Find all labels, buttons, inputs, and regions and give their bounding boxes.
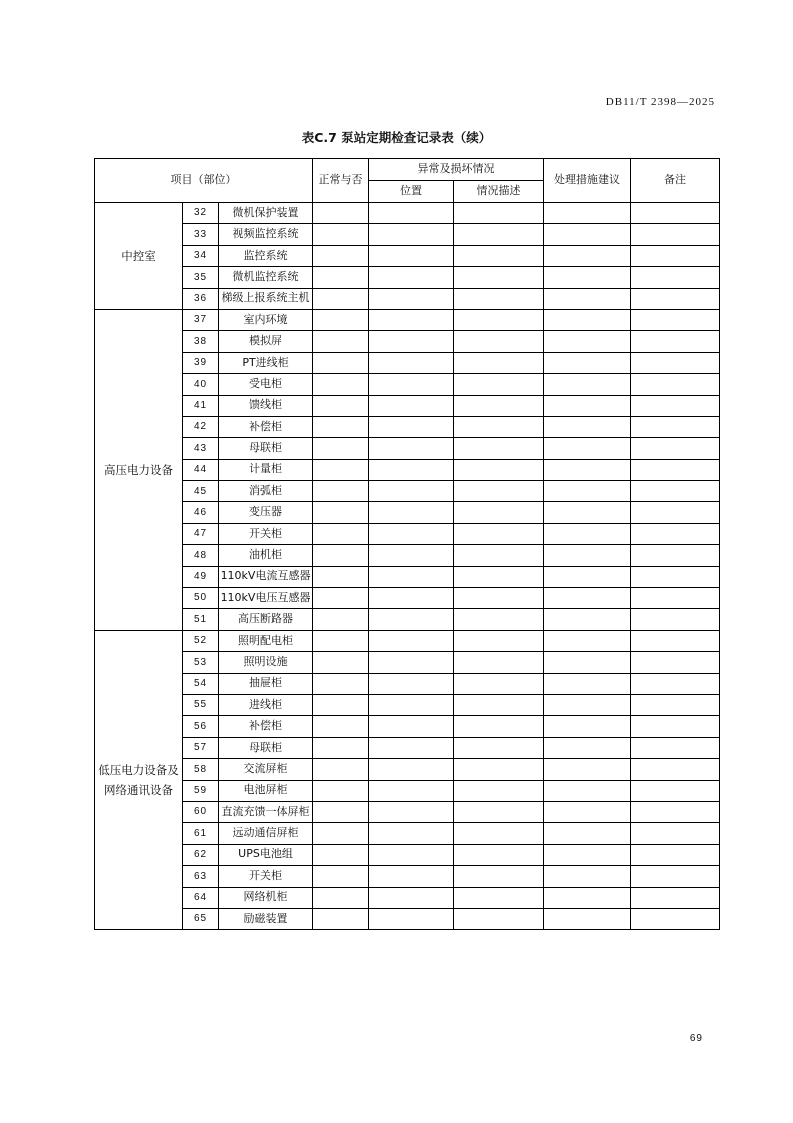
normal-cell[interactable] (313, 866, 369, 887)
row-item: 进线柜 (219, 694, 313, 715)
row-number: 58 (183, 759, 219, 780)
remarks-cell[interactable] (631, 652, 720, 673)
row-number: 57 (183, 737, 219, 758)
description-cell[interactable] (454, 866, 544, 887)
row-item: 室内环境 (219, 309, 313, 330)
table-row (95, 374, 720, 395)
position-cell[interactable] (369, 523, 454, 544)
row-number: 36 (183, 288, 219, 309)
measures-cell[interactable] (544, 224, 631, 245)
remarks-cell[interactable] (631, 481, 720, 502)
description-cell[interactable] (454, 652, 544, 673)
table-row (95, 694, 720, 715)
normal-cell[interactable] (313, 630, 369, 651)
row-number: 61 (183, 823, 219, 844)
row-number: 38 (183, 331, 219, 352)
row-item: 视频监控系统 (219, 224, 313, 245)
table-row (95, 459, 720, 480)
remarks-cell[interactable] (631, 716, 720, 737)
position-cell[interactable] (369, 545, 454, 566)
remarks-cell[interactable] (631, 288, 720, 309)
description-cell[interactable] (454, 716, 544, 737)
normal-cell[interactable] (313, 694, 369, 715)
description-cell[interactable] (454, 694, 544, 715)
table-row (95, 844, 720, 865)
row-item: 高压断路器 (219, 609, 313, 630)
remarks-cell[interactable] (631, 908, 720, 929)
row-number: 46 (183, 502, 219, 523)
row-item: 补偿柜 (219, 416, 313, 437)
row-item: 照明设施 (219, 652, 313, 673)
normal-cell[interactable] (313, 395, 369, 416)
table-row (95, 823, 720, 844)
measures-cell[interactable] (544, 502, 631, 523)
remarks-cell[interactable] (631, 395, 720, 416)
header-normal: 正常与否 (313, 159, 369, 203)
normal-cell[interactable] (313, 908, 369, 929)
measures-cell[interactable] (544, 395, 631, 416)
description-cell[interactable] (454, 823, 544, 844)
row-number: 42 (183, 416, 219, 437)
row-item: 消弧柜 (219, 481, 313, 502)
description-cell[interactable] (454, 588, 544, 609)
row-item: UPS电池组 (219, 844, 313, 865)
row-number: 39 (183, 352, 219, 373)
normal-cell[interactable] (313, 203, 369, 224)
normal-cell[interactable] (313, 780, 369, 801)
row-number: 54 (183, 673, 219, 694)
measures-cell[interactable] (544, 481, 631, 502)
normal-cell[interactable] (313, 652, 369, 673)
measures-cell[interactable] (544, 630, 631, 651)
measures-cell[interactable] (544, 737, 631, 758)
row-number: 37 (183, 309, 219, 330)
row-number: 43 (183, 438, 219, 459)
row-number: 65 (183, 908, 219, 929)
group-label: 低压电力设备及网络通讯设备 (95, 630, 183, 929)
position-cell[interactable] (369, 502, 454, 523)
table-row (95, 203, 720, 224)
description-cell[interactable] (454, 309, 544, 330)
table-row (95, 224, 720, 245)
description-cell[interactable] (454, 759, 544, 780)
description-cell[interactable] (454, 609, 544, 630)
remarks-cell[interactable] (631, 780, 720, 801)
row-number: 45 (183, 481, 219, 502)
row-number: 56 (183, 716, 219, 737)
description-cell[interactable] (454, 908, 544, 929)
row-item: 微机监控系统 (219, 267, 313, 288)
measures-cell[interactable] (544, 716, 631, 737)
row-number: 64 (183, 887, 219, 908)
measures-cell[interactable] (544, 566, 631, 587)
position-cell[interactable] (369, 566, 454, 587)
table-row (95, 887, 720, 908)
measures-cell[interactable] (544, 245, 631, 266)
row-item: 电池屏柜 (219, 780, 313, 801)
measures-cell[interactable] (544, 652, 631, 673)
remarks-cell[interactable] (631, 866, 720, 887)
measures-cell[interactable] (544, 203, 631, 224)
description-cell[interactable] (454, 780, 544, 801)
position-cell[interactable] (369, 759, 454, 780)
position-cell[interactable] (369, 609, 454, 630)
row-number: 49 (183, 566, 219, 587)
position-cell[interactable] (369, 844, 454, 865)
normal-cell[interactable] (313, 416, 369, 437)
measures-cell[interactable] (544, 759, 631, 780)
measures-cell[interactable] (544, 908, 631, 929)
row-item: 母联柜 (219, 737, 313, 758)
table-row (95, 267, 720, 288)
description-cell[interactable] (454, 545, 544, 566)
description-cell[interactable] (454, 331, 544, 352)
row-item: 补偿柜 (219, 716, 313, 737)
normal-cell[interactable] (313, 352, 369, 373)
row-number: 50 (183, 588, 219, 609)
description-cell[interactable] (454, 459, 544, 480)
table-row (95, 502, 720, 523)
row-number: 33 (183, 224, 219, 245)
position-cell[interactable] (369, 908, 454, 929)
row-number: 41 (183, 395, 219, 416)
description-cell[interactable] (454, 416, 544, 437)
remarks-cell[interactable] (631, 203, 720, 224)
table-row (95, 780, 720, 801)
remarks-cell[interactable] (631, 609, 720, 630)
header-measures: 处理措施建议 (544, 159, 631, 203)
normal-cell[interactable] (313, 267, 369, 288)
remarks-cell[interactable] (631, 224, 720, 245)
description-cell[interactable] (454, 481, 544, 502)
page-number: 69 (689, 1033, 703, 1044)
remarks-cell[interactable] (631, 438, 720, 459)
position-cell[interactable] (369, 716, 454, 737)
row-number: 35 (183, 267, 219, 288)
row-item: 抽屉柜 (219, 673, 313, 694)
measures-cell[interactable] (544, 288, 631, 309)
position-cell[interactable] (369, 288, 454, 309)
description-cell[interactable] (454, 523, 544, 544)
measures-cell[interactable] (544, 866, 631, 887)
description-cell[interactable] (454, 352, 544, 373)
description-cell[interactable] (454, 737, 544, 758)
normal-cell[interactable] (313, 309, 369, 330)
position-cell[interactable] (369, 481, 454, 502)
measures-cell[interactable] (544, 545, 631, 566)
position-cell[interactable] (369, 224, 454, 245)
remarks-cell[interactable] (631, 630, 720, 651)
normal-cell[interactable] (313, 523, 369, 544)
position-cell[interactable] (369, 823, 454, 844)
normal-cell[interactable] (313, 759, 369, 780)
row-item: 模拟屏 (219, 331, 313, 352)
table-row (95, 866, 720, 887)
measures-cell[interactable] (544, 780, 631, 801)
header-position: 位置 (369, 181, 454, 203)
normal-cell[interactable] (313, 673, 369, 694)
row-item: 网络机柜 (219, 887, 313, 908)
table-row (95, 908, 720, 929)
table-row (95, 673, 720, 694)
normal-cell[interactable] (313, 737, 369, 758)
remarks-cell[interactable] (631, 844, 720, 865)
normal-cell[interactable] (313, 588, 369, 609)
table-row (95, 245, 720, 266)
measures-cell[interactable] (544, 374, 631, 395)
row-number: 60 (183, 801, 219, 822)
measures-cell[interactable] (544, 609, 631, 630)
table-header (95, 159, 720, 203)
table-row (95, 523, 720, 544)
header-project: 项目（部位） (95, 159, 313, 203)
row-item: 110kV电流互感器 (219, 566, 313, 587)
row-number: 34 (183, 245, 219, 266)
measures-cell[interactable] (544, 267, 631, 288)
table-row (95, 801, 720, 822)
position-cell[interactable] (369, 438, 454, 459)
row-item: PT进线柜 (219, 352, 313, 373)
table-row (95, 545, 720, 566)
remarks-cell[interactable] (631, 694, 720, 715)
position-cell[interactable] (369, 887, 454, 908)
description-cell[interactable] (454, 267, 544, 288)
row-item: 微机保护装置 (219, 203, 313, 224)
remarks-cell[interactable] (631, 245, 720, 266)
row-item: 开关柜 (219, 523, 313, 544)
normal-cell[interactable] (313, 331, 369, 352)
row-item: 监控系统 (219, 245, 313, 266)
position-cell[interactable] (369, 630, 454, 651)
measures-cell[interactable] (544, 844, 631, 865)
remarks-cell[interactable] (631, 352, 720, 373)
position-cell[interactable] (369, 267, 454, 288)
position-cell[interactable] (369, 331, 454, 352)
description-cell[interactable] (454, 566, 544, 587)
row-number: 32 (183, 203, 219, 224)
table-row (95, 395, 720, 416)
table-row (95, 331, 720, 352)
remarks-cell[interactable] (631, 416, 720, 437)
header-abnormal: 异常及损坏情况 (369, 159, 544, 181)
measures-cell[interactable] (544, 331, 631, 352)
row-item: 照明配电柜 (219, 630, 313, 651)
measures-cell[interactable] (544, 438, 631, 459)
description-cell[interactable] (454, 245, 544, 266)
description-cell[interactable] (454, 801, 544, 822)
remarks-cell[interactable] (631, 267, 720, 288)
normal-cell[interactable] (313, 224, 369, 245)
remarks-cell[interactable] (631, 887, 720, 908)
position-cell[interactable] (369, 309, 454, 330)
normal-cell[interactable] (313, 609, 369, 630)
remarks-cell[interactable] (631, 331, 720, 352)
row-item: 直流充馈一体屏柜 (219, 801, 313, 822)
table-row (95, 288, 720, 309)
description-cell[interactable] (454, 203, 544, 224)
group-label: 高压电力设备 (95, 309, 183, 630)
document-code: DB11/T 2398—2025 (605, 96, 715, 108)
row-number: 63 (183, 866, 219, 887)
table-row (95, 352, 720, 373)
inspection-record-table (94, 158, 720, 930)
row-item: 励磁装置 (219, 908, 313, 929)
normal-cell[interactable] (313, 481, 369, 502)
normal-cell[interactable] (313, 288, 369, 309)
description-cell[interactable] (454, 438, 544, 459)
normal-cell[interactable] (313, 545, 369, 566)
header-remarks: 备注 (631, 159, 720, 203)
position-cell[interactable] (369, 459, 454, 480)
measures-cell[interactable] (544, 523, 631, 544)
row-item: 梯级上报系统主机 (219, 288, 313, 309)
header-description: 情况描述 (454, 181, 544, 203)
description-cell[interactable] (454, 288, 544, 309)
table-row (95, 737, 720, 758)
group-label: 中控室 (95, 203, 183, 310)
description-cell[interactable] (454, 224, 544, 245)
normal-cell[interactable] (313, 844, 369, 865)
table-row (95, 716, 720, 737)
normal-cell[interactable] (313, 566, 369, 587)
remarks-cell[interactable] (631, 502, 720, 523)
row-number: 51 (183, 609, 219, 630)
remarks-cell[interactable] (631, 737, 720, 758)
normal-cell[interactable] (313, 823, 369, 844)
position-cell[interactable] (369, 673, 454, 694)
description-cell[interactable] (454, 395, 544, 416)
normal-cell[interactable] (313, 716, 369, 737)
row-number: 44 (183, 459, 219, 480)
row-number: 62 (183, 844, 219, 865)
measures-cell[interactable] (544, 416, 631, 437)
row-item: 馈线柜 (219, 395, 313, 416)
row-item: 母联柜 (219, 438, 313, 459)
table-title: 表C.7 泵站定期检查记录表（续） (301, 130, 492, 145)
row-item: 远动通信屏柜 (219, 823, 313, 844)
row-number: 55 (183, 694, 219, 715)
normal-cell[interactable] (313, 459, 369, 480)
position-cell[interactable] (369, 652, 454, 673)
table-row (95, 309, 720, 330)
measures-cell[interactable] (544, 352, 631, 373)
description-cell[interactable] (454, 630, 544, 651)
row-number: 52 (183, 630, 219, 651)
position-cell[interactable] (369, 694, 454, 715)
normal-cell[interactable] (313, 801, 369, 822)
table-row (95, 566, 720, 587)
row-item: 计量柜 (219, 459, 313, 480)
description-cell[interactable] (454, 844, 544, 865)
table-row (95, 588, 720, 609)
row-item: 110kV电压互感器 (219, 588, 313, 609)
description-cell[interactable] (454, 502, 544, 523)
remarks-cell[interactable] (631, 374, 720, 395)
row-item: 变压器 (219, 502, 313, 523)
position-cell[interactable] (369, 374, 454, 395)
table-row (95, 438, 720, 459)
position-cell[interactable] (369, 395, 454, 416)
description-cell[interactable] (454, 887, 544, 908)
row-item: 交流屏柜 (219, 759, 313, 780)
table-row (95, 416, 720, 437)
measures-cell[interactable] (544, 694, 631, 715)
remarks-cell[interactable] (631, 309, 720, 330)
table-body (95, 203, 720, 930)
measures-cell[interactable] (544, 459, 631, 480)
normal-cell[interactable] (313, 374, 369, 395)
position-cell[interactable] (369, 801, 454, 822)
position-cell[interactable] (369, 245, 454, 266)
position-cell[interactable] (369, 588, 454, 609)
remarks-cell[interactable] (631, 801, 720, 822)
remarks-cell[interactable] (631, 588, 720, 609)
row-item: 油机柜 (219, 545, 313, 566)
remarks-cell[interactable] (631, 823, 720, 844)
remarks-cell[interactable] (631, 523, 720, 544)
position-cell[interactable] (369, 416, 454, 437)
normal-cell[interactable] (313, 438, 369, 459)
measures-cell[interactable] (544, 309, 631, 330)
row-number: 47 (183, 523, 219, 544)
table-row (95, 609, 720, 630)
normal-cell[interactable] (313, 502, 369, 523)
remarks-cell[interactable] (631, 459, 720, 480)
table-row (95, 481, 720, 502)
position-cell[interactable] (369, 737, 454, 758)
table-row (95, 652, 720, 673)
table-row (95, 759, 720, 780)
row-number: 59 (183, 780, 219, 801)
remarks-cell[interactable] (631, 673, 720, 694)
row-item: 开关柜 (219, 866, 313, 887)
measures-cell[interactable] (544, 588, 631, 609)
row-number: 53 (183, 652, 219, 673)
description-cell[interactable] (454, 673, 544, 694)
table-row (95, 630, 720, 651)
measures-cell[interactable] (544, 801, 631, 822)
position-cell[interactable] (369, 866, 454, 887)
normal-cell[interactable] (313, 887, 369, 908)
position-cell[interactable] (369, 203, 454, 224)
position-cell[interactable] (369, 352, 454, 373)
remarks-cell[interactable] (631, 545, 720, 566)
position-cell[interactable] (369, 780, 454, 801)
remarks-cell[interactable] (631, 759, 720, 780)
description-cell[interactable] (454, 374, 544, 395)
measures-cell[interactable] (544, 823, 631, 844)
remarks-cell[interactable] (631, 566, 720, 587)
measures-cell[interactable] (544, 673, 631, 694)
row-number: 48 (183, 545, 219, 566)
measures-cell[interactable] (544, 887, 631, 908)
row-item: 受电柜 (219, 374, 313, 395)
normal-cell[interactable] (313, 245, 369, 266)
row-number: 40 (183, 374, 219, 395)
